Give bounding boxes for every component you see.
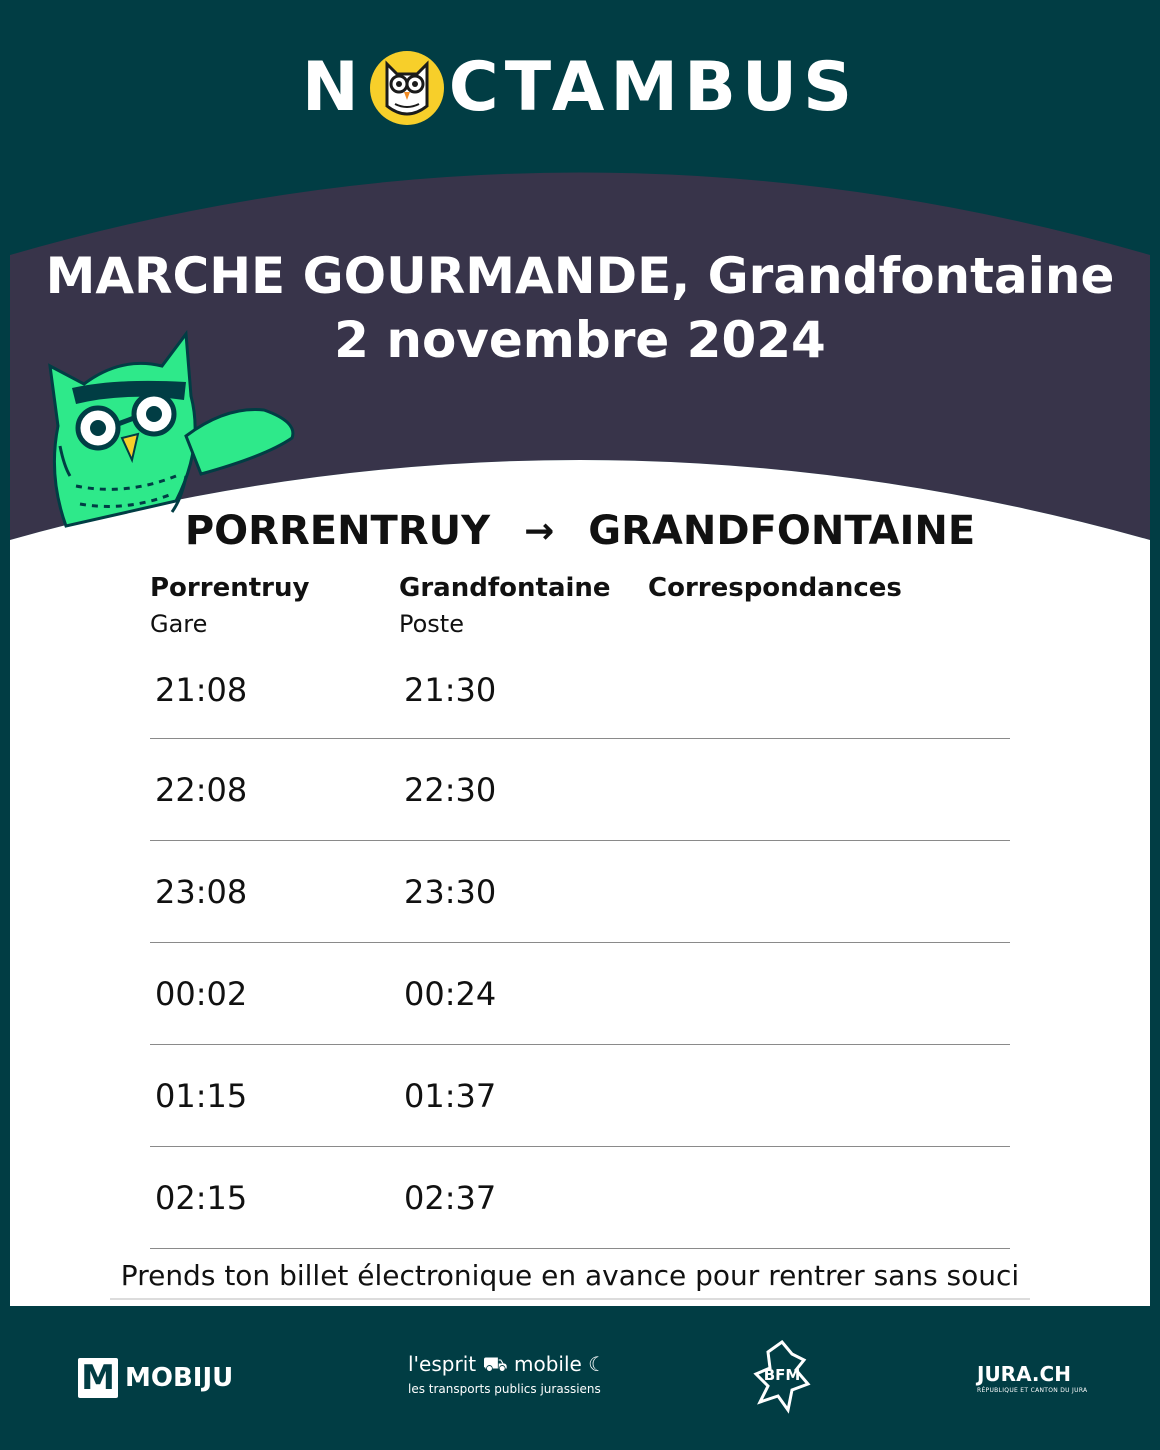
owl-mascot-icon <box>36 326 306 536</box>
departure-time: 23:08 <box>155 872 248 911</box>
arrival-time: 23:30 <box>404 872 497 911</box>
table-row <box>150 642 1010 739</box>
table-row <box>150 943 1010 1045</box>
esprit-mobile-logo <box>408 1352 606 1396</box>
logo-text-left: N <box>301 48 365 127</box>
route-from: PORRENTRUY <box>184 508 491 554</box>
arrival-time: 02:37 <box>404 1178 497 1217</box>
esprit-mobile-subtitle: les transports publics jurassiens <box>408 1382 601 1396</box>
route-to: GRANDFONTAINE <box>588 508 976 554</box>
event-date: 2 novembre 2024 <box>334 311 826 369</box>
table-row <box>150 1045 1010 1147</box>
table-row <box>150 739 1010 841</box>
departure-time: 21:08 <box>155 671 248 709</box>
jura-ch-title: JURA.CH <box>977 1362 1071 1386</box>
jura-ch-logo <box>977 1362 1087 1394</box>
departure-time: 01:15 <box>155 1076 248 1115</box>
column-header-connections: Correspondances <box>648 573 902 603</box>
noctambus-logo <box>0 48 1160 128</box>
departure-time: 00:02 <box>155 974 248 1013</box>
arrival-time: 21:30 <box>404 671 497 709</box>
owl-logo-icon <box>369 50 445 126</box>
mobiju-text: MOBIJU <box>125 1363 234 1393</box>
column-header-arrival: Grandfontaine Poste <box>399 573 611 638</box>
ticket-notice: Prends ton billet électronique en avance pour rentrer sans souci <box>110 1254 1030 1300</box>
departure-time: 22:08 <box>155 770 248 809</box>
column-header-departure: Porrentruy Gare <box>150 573 310 638</box>
departure-time: 02:15 <box>155 1178 248 1217</box>
route-header <box>0 508 1160 554</box>
jura-ch-subtitle: RÉPUBLIQUE ET CANTON DU JURA <box>977 1387 1088 1394</box>
timetable <box>150 570 1010 1249</box>
event-title-line1: MARCHE GOURMANDE, Grandfontaine <box>45 247 1115 305</box>
esprit-mobile-title: l'esprit ⛟ mobile ☾ <box>408 1352 607 1376</box>
arrival-time: 01:37 <box>404 1076 497 1115</box>
route-arrow-icon: → <box>524 510 555 552</box>
mobiju-mark-icon: M <box>78 1358 118 1398</box>
timetable-header <box>150 570 1010 642</box>
logo-text-right: CTAMBUS <box>448 48 859 127</box>
table-row <box>150 1147 1010 1249</box>
table-row <box>150 841 1010 943</box>
arrival-time: 00:24 <box>404 974 497 1013</box>
bfm-text: BFM <box>763 1366 801 1384</box>
mobiju-logo <box>78 1358 233 1398</box>
bfm-logo-icon <box>752 1340 812 1416</box>
arrival-time: 22:30 <box>404 770 497 809</box>
